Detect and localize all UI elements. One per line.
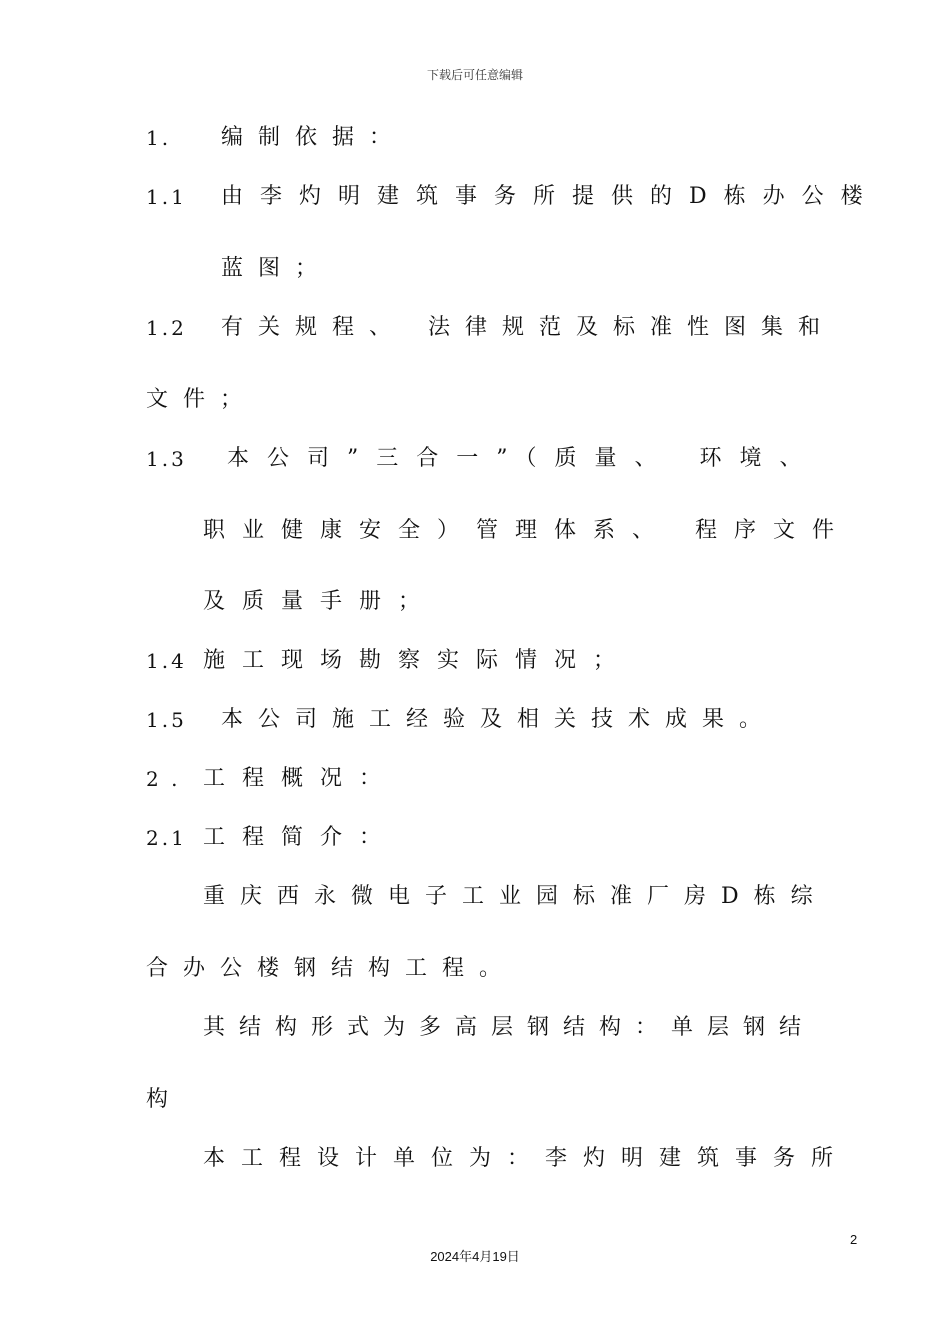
- paragraph-line: 本工程设计单位为：李灼明建筑事务所: [203, 1146, 850, 1171]
- page-footer-date: 2024年4月19日: [430, 1249, 520, 1264]
- paragraph-line: 由李灼明建筑事务所提供的D栋办公楼: [221, 184, 880, 209]
- paragraph-line: 有关规程、 法律规范及标准性图集和: [221, 315, 835, 340]
- section-number: 1.1: [146, 185, 187, 209]
- paragraph-line: 重庆西永微电子工业园标准厂房D栋综: [203, 884, 828, 909]
- paragraph-line: 本公司”三合一”（质量、 环境、: [227, 446, 820, 471]
- section-number: 2 .: [146, 767, 181, 791]
- paragraph-line: 构: [146, 1087, 184, 1112]
- heading-overview: 工程概况：: [203, 766, 399, 791]
- page-header: 下载后可任意编辑: [426, 68, 523, 82]
- section-number: 1.3: [146, 447, 187, 471]
- section-number: 1.2: [146, 316, 187, 340]
- section-number: 1.5: [146, 708, 187, 732]
- paragraph-line: 其结构形式为多高层钢结构：单层钢结: [203, 1015, 816, 1040]
- page-number: 2: [850, 1232, 858, 1247]
- paragraph-line: 及质量手册；: [203, 589, 438, 614]
- paragraph-line: 合办公楼钢结构工程。: [146, 956, 517, 981]
- heading-intro: 工程简介：: [203, 825, 399, 850]
- paragraph-line: 本公司施工经验及相关技术成果。: [221, 707, 777, 732]
- paragraph-line: 蓝图；: [221, 256, 333, 281]
- section-number: 1.4: [146, 649, 187, 673]
- paragraph-line: 施工现场勘察实际情况；: [203, 648, 633, 673]
- section-number: 2.1: [146, 826, 187, 850]
- heading-basis: 编制依据：: [221, 125, 407, 150]
- paragraph-line: 文件；: [146, 387, 258, 412]
- paragraph-line: 职业健康安全）管理体系、 程序文件: [203, 518, 851, 543]
- section-number: 1.: [146, 126, 172, 150]
